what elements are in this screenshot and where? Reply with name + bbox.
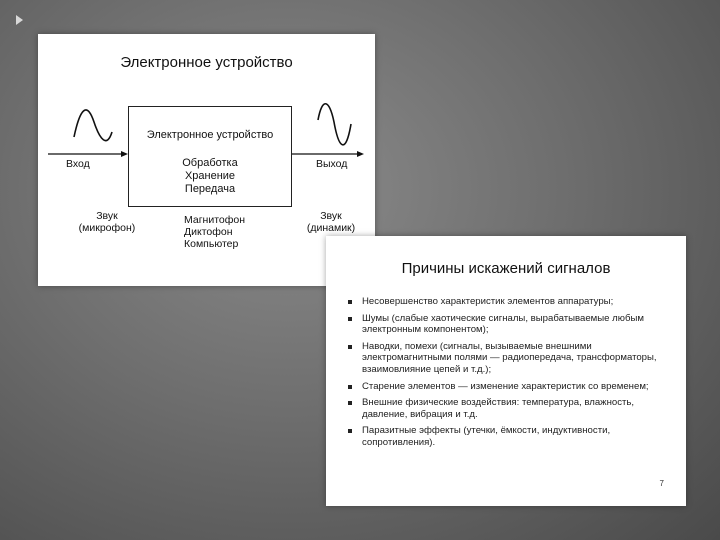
list-item: Наводки, помехи (сигналы, вызываемые внешними электромагнитными полями — радиопередача, трансформаторы, взаимовлияние цепей и т.д.); [346, 341, 676, 376]
output-arrowhead [357, 151, 364, 157]
output-label: Выход [316, 158, 348, 170]
input-source-2: (микрофон) [78, 222, 136, 234]
slide-title: Причины искажений сигналов [401, 260, 611, 277]
list-item: Старение элементов — изменение характеристик со временем; [346, 381, 676, 393]
list-item: Паразитные эффекты (утечки, ёмкости, индуктивности, сопротивления). [346, 425, 676, 448]
example-device-2: Диктофон [184, 226, 233, 238]
device-function-2: Хранение [184, 170, 236, 182]
input-arrowhead [121, 151, 128, 157]
causes-list [346, 296, 676, 454]
input-sine-wave [74, 110, 112, 141]
slide-electronic-device [38, 34, 375, 286]
input-label: Вход [66, 158, 90, 170]
device-function-1: Обработка [182, 157, 238, 169]
list-item: Шумы (слабые хаотические сигналы, вырабатываемые любым электронным компонентом); [346, 313, 676, 336]
page-number: 7 [659, 479, 664, 488]
play-triangle-icon [16, 15, 23, 25]
list-item: Внешние физические воздействия: температура, влажность, давление, вибрация и т.д. [346, 397, 676, 420]
slide-title: Электронное устройство [120, 54, 293, 71]
list-item: Несовершенство характеристик элементов аппаратуры; [346, 296, 676, 308]
example-device-1: Магнитофон [184, 214, 246, 226]
output-sink-2: (динамик) [306, 222, 356, 234]
slide-signal-distortion [326, 236, 686, 506]
device-box-title: Электронное устройство [146, 129, 274, 141]
output-sine-wave [318, 104, 351, 145]
example-device-3: Компьютер [184, 238, 239, 250]
output-sink-1: Звук [320, 210, 342, 222]
device-box [128, 106, 292, 207]
device-function-3: Передача [184, 183, 236, 195]
input-source-1: Звук [96, 210, 118, 222]
